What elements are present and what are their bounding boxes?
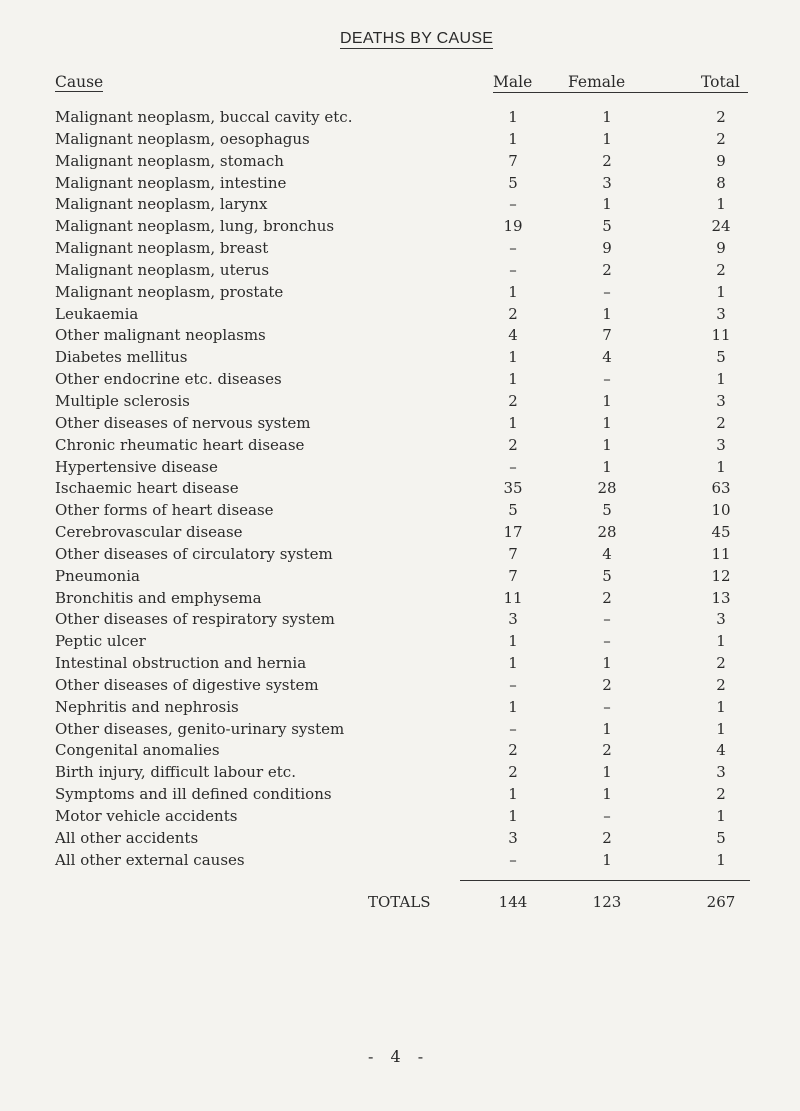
- row-female: 4: [602, 348, 612, 367]
- row-total: 1: [716, 457, 726, 476]
- row-total: 1: [716, 632, 726, 651]
- table-row: [0, 173, 800, 195]
- row-cause: Birth injury, difficult labour etc.: [55, 763, 296, 782]
- row-cause: Other endocrine etc. diseases: [55, 370, 282, 389]
- row-male: 7: [508, 566, 518, 585]
- table-row: [0, 522, 800, 544]
- row-female: 5: [602, 501, 612, 520]
- row-total: 12: [711, 566, 731, 585]
- row-total: 3: [716, 610, 726, 629]
- table-row: [0, 260, 800, 282]
- row-total: 5: [716, 348, 726, 367]
- row-female: 1: [602, 195, 612, 214]
- row-male: 17: [503, 523, 523, 542]
- row-female: –: [603, 610, 611, 629]
- row-total: 1: [716, 370, 726, 389]
- row-male: 1: [508, 348, 518, 367]
- row-total: 63: [711, 479, 731, 498]
- table-row: [0, 194, 800, 216]
- table-row: [0, 129, 800, 151]
- row-cause: Other forms of heart disease: [55, 501, 274, 520]
- row-cause: Malignant neoplasm, prostate: [55, 282, 284, 301]
- row-male: 11: [503, 588, 523, 607]
- row-female: 28: [597, 479, 617, 498]
- row-female: 1: [602, 435, 612, 454]
- row-cause: Malignant neoplasm, lung, bronchus: [55, 217, 335, 236]
- row-cause: Malignant neoplasm, stomach: [55, 151, 284, 170]
- header-total: Total: [701, 73, 740, 91]
- row-cause: Leukaemia: [55, 304, 139, 323]
- row-total: 2: [716, 654, 726, 673]
- row-female: 1: [602, 719, 612, 738]
- row-cause: Chronic rheumatic heart disease: [55, 435, 305, 454]
- row-cause: Malignant neoplasm, buccal cavity etc.: [55, 108, 353, 126]
- row-female: –: [603, 807, 611, 825]
- row-male: 1: [508, 370, 518, 389]
- row-cause: Congenital anomalies: [55, 741, 220, 760]
- row-total: 45: [711, 523, 731, 542]
- row-male: 1: [508, 632, 518, 651]
- table-row: [0, 740, 800, 762]
- table-row: [0, 784, 800, 806]
- row-male: –: [509, 260, 517, 279]
- table-row: [0, 282, 800, 304]
- row-cause: Cerebrovascular disease: [55, 523, 243, 542]
- row-male: 1: [508, 697, 518, 716]
- cause-table-body: [0, 107, 800, 872]
- row-male: 1: [508, 282, 518, 301]
- row-total: 10: [711, 501, 731, 520]
- table-row: [0, 653, 800, 675]
- row-male: 19: [503, 217, 523, 236]
- row-total: 2: [716, 129, 726, 148]
- row-female: 1: [602, 391, 612, 410]
- row-female: 2: [602, 151, 612, 170]
- row-cause: Multiple sclerosis: [55, 391, 190, 410]
- row-male: 35: [503, 479, 523, 498]
- row-total: 11: [711, 544, 731, 563]
- row-total: 2: [716, 260, 726, 279]
- row-total: 13: [711, 588, 731, 607]
- row-male: 3: [508, 610, 518, 629]
- row-male: 2: [508, 435, 518, 454]
- row-cause: All other external causes: [55, 850, 245, 869]
- row-total: 24: [711, 217, 731, 236]
- row-cause: All other accidents: [55, 828, 199, 847]
- table-row: [0, 850, 800, 872]
- row-total: 5: [716, 828, 726, 847]
- totals-rule: [460, 880, 750, 881]
- row-female: 2: [602, 675, 612, 694]
- table-row: [0, 325, 800, 347]
- row-female: 7: [602, 326, 612, 345]
- row-female: 1: [602, 413, 612, 432]
- row-cause: Pneumonia: [55, 566, 140, 585]
- table-row: [0, 457, 800, 479]
- row-total: 2: [716, 785, 726, 804]
- row-male: 5: [508, 173, 518, 192]
- row-male: 3: [508, 828, 518, 847]
- row-male: 7: [508, 151, 518, 170]
- row-cause: Intestinal obstruction and hernia: [55, 654, 307, 673]
- row-female: 9: [602, 239, 612, 258]
- row-cause: Bronchitis and emphysema: [55, 588, 262, 607]
- table-row: [0, 806, 800, 828]
- row-male: –: [509, 239, 517, 258]
- row-female: 3: [602, 173, 612, 192]
- header-female: Female: [568, 73, 626, 91]
- row-total: 3: [716, 304, 726, 323]
- row-cause: Other diseases of digestive system: [55, 675, 319, 694]
- row-cause: Diabetes mellitus: [55, 348, 188, 367]
- table-row: [0, 216, 800, 238]
- row-female: 1: [602, 304, 612, 323]
- row-cause: Other diseases of circulatory system: [55, 544, 333, 563]
- page-number: - 4 -: [368, 1047, 430, 1066]
- table-row: [0, 369, 800, 391]
- row-male: 5: [508, 501, 518, 520]
- row-cause: Ischaemic heart disease: [55, 479, 239, 498]
- row-cause: Malignant neoplasm, breast: [55, 239, 269, 258]
- table-row: [0, 107, 800, 129]
- table-row: [0, 588, 800, 610]
- row-male: 2: [508, 741, 518, 760]
- table-row: [0, 762, 800, 784]
- row-cause: Other malignant neoplasms: [55, 326, 266, 345]
- table-row: [0, 719, 800, 741]
- row-female: 1: [602, 457, 612, 476]
- table-row: [0, 238, 800, 260]
- row-male: 1: [508, 413, 518, 432]
- table-row: [0, 413, 800, 435]
- row-female: –: [603, 632, 611, 651]
- row-female: –: [603, 370, 611, 389]
- table-row: [0, 566, 800, 588]
- row-male: 1: [508, 785, 518, 804]
- row-total: 1: [716, 282, 726, 301]
- row-cause: Malignant neoplasm, intestine: [55, 173, 287, 192]
- totals-female: 123: [592, 893, 622, 911]
- row-cause: Hypertensive disease: [55, 457, 218, 476]
- row-male: 2: [508, 763, 518, 782]
- row-female: –: [603, 282, 611, 301]
- row-cause: Other diseases of nervous system: [55, 413, 311, 432]
- row-female: 1: [602, 129, 612, 148]
- table-row: [0, 347, 800, 369]
- row-female: 2: [602, 741, 612, 760]
- header-male: Male: [493, 73, 533, 91]
- table-row: [0, 697, 800, 719]
- row-male: 1: [508, 129, 518, 148]
- row-cause: Other diseases, genito-urinary system: [55, 719, 345, 738]
- row-cause: Motor vehicle accidents: [55, 807, 238, 825]
- row-cause: Malignant neoplasm, oesophagus: [55, 129, 310, 148]
- row-total: 1: [716, 719, 726, 738]
- header-cause: Cause: [55, 73, 104, 91]
- row-male: –: [509, 850, 517, 869]
- row-total: 3: [716, 435, 726, 454]
- row-male: 1: [508, 654, 518, 673]
- row-male: –: [509, 719, 517, 738]
- row-cause: Symptoms and ill defined conditions: [55, 785, 332, 804]
- table-row: [0, 435, 800, 457]
- row-male: 2: [508, 304, 518, 323]
- row-female: 2: [602, 588, 612, 607]
- row-female: 5: [602, 217, 612, 236]
- row-total: 8: [716, 173, 726, 192]
- row-male: 7: [508, 544, 518, 563]
- table-row: [0, 391, 800, 413]
- row-female: –: [603, 697, 611, 716]
- row-total: 2: [716, 108, 726, 126]
- row-cause: Malignant neoplasm, uterus: [55, 260, 270, 279]
- table-row: [0, 151, 800, 173]
- row-female: 1: [602, 763, 612, 782]
- table-row: [0, 304, 800, 326]
- table-row: [0, 544, 800, 566]
- row-male: 1: [508, 108, 518, 126]
- row-male: –: [509, 675, 517, 694]
- row-total: 11: [711, 326, 731, 345]
- row-total: 9: [716, 151, 726, 170]
- row-female: 2: [602, 828, 612, 847]
- row-total: 1: [716, 195, 726, 214]
- table-row: [0, 828, 800, 850]
- totals-label: TOTALS: [368, 893, 431, 911]
- row-total: 3: [716, 391, 726, 410]
- row-female: 1: [602, 654, 612, 673]
- row-total: 2: [716, 413, 726, 432]
- row-total: 9: [716, 239, 726, 258]
- row-male: 4: [508, 326, 518, 345]
- row-female: 5: [602, 566, 612, 585]
- row-female: 1: [602, 850, 612, 869]
- table-row: [0, 609, 800, 631]
- row-total: 1: [716, 850, 726, 869]
- row-total: 2: [716, 675, 726, 694]
- row-total: 3: [716, 763, 726, 782]
- row-cause: Other diseases of respiratory system: [55, 610, 335, 629]
- totals-male: 144: [498, 893, 528, 911]
- row-female: 4: [602, 544, 612, 563]
- totals-total: 267: [706, 893, 736, 911]
- row-male: –: [509, 457, 517, 476]
- row-total: 4: [716, 741, 726, 760]
- row-female: 1: [602, 108, 612, 126]
- header-underline: [493, 92, 748, 93]
- row-cause: Malignant neoplasm, larynx: [55, 195, 268, 214]
- table-row: [0, 478, 800, 500]
- table-row: [0, 500, 800, 522]
- page-title: DEATHS BY CAUSE: [340, 30, 494, 47]
- row-male: 2: [508, 391, 518, 410]
- row-female: 2: [602, 260, 612, 279]
- table-row: [0, 675, 800, 697]
- row-male: –: [509, 195, 517, 214]
- row-cause: Nephritis and nephrosis: [55, 697, 239, 716]
- row-female: 1: [602, 785, 612, 804]
- row-total: 1: [716, 807, 726, 825]
- row-male: 1: [508, 807, 518, 825]
- row-female: 28: [597, 523, 617, 542]
- row-total: 1: [716, 697, 726, 716]
- table-row: [0, 631, 800, 653]
- row-cause: Peptic ulcer: [55, 632, 146, 651]
